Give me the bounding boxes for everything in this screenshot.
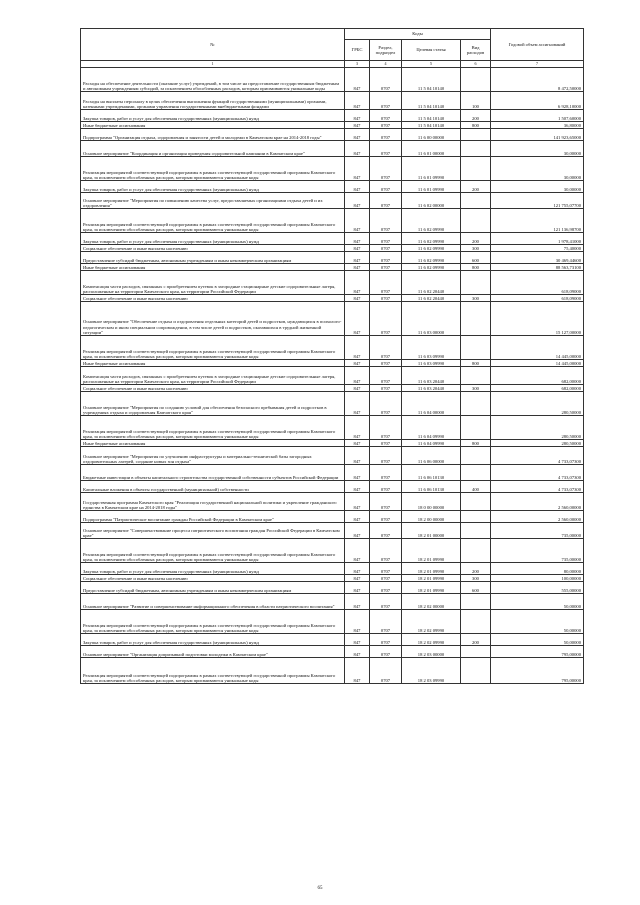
- row-vid: [461, 157, 491, 181]
- table-row: [81, 385, 584, 392]
- row-celevaya: 11 5 04 10140: [402, 122, 461, 129]
- row-title: Социальное обеспечение и иные выплаты населению: [81, 295, 345, 302]
- table-row: [81, 129, 584, 141]
- row-sum: 280,50000: [491, 416, 584, 440]
- row-title: Реализация мероприятий соответствующей подпрограммы в рамках соответствующей государственной программы Камчатского края, за исключением обособленных расходов, которым присваиваются уникальные коды: [81, 157, 345, 181]
- row-razdel: 0707: [370, 68, 402, 92]
- row-sum: 30,00000: [491, 181, 584, 193]
- row-vid: 400: [461, 481, 491, 493]
- row-sum: 280,50000: [491, 440, 584, 447]
- row-title: Основное мероприятие "Мероприятия по повышению качества услуг, предоставляемых организациями отдыха детей и их оздоровления": [81, 193, 345, 209]
- row-sum: 2 560,00000: [491, 511, 584, 523]
- table-row: [81, 336, 584, 360]
- table-row: [81, 122, 584, 129]
- row-celevaya: 11 6 06 10130: [402, 465, 461, 481]
- page-number: 65: [317, 886, 323, 891]
- row-vid: 800: [461, 440, 491, 447]
- row-title: Социальное обеспечение и иные выплаты населению: [81, 575, 345, 582]
- row-vid: [461, 209, 491, 233]
- row-grbs: 847: [345, 110, 370, 122]
- row-vid: 300: [461, 385, 491, 392]
- table-row: [81, 440, 584, 447]
- table-row: [81, 594, 584, 610]
- row-grbs: 847: [345, 481, 370, 493]
- row-razdel: 0707: [370, 367, 402, 385]
- row-vid: 600: [461, 582, 491, 594]
- row-celevaya: 11 6 02 20440: [402, 295, 461, 302]
- row-celevaya: 18 2 02 09990: [402, 634, 461, 646]
- row-sum: 88 563,73100: [491, 264, 584, 271]
- row-celevaya: 18 2 03 09990: [402, 658, 461, 684]
- row-celevaya: 11 6 06 10130: [402, 481, 461, 493]
- row-sum: 795,00000: [491, 658, 584, 684]
- row-sum: 50,00000: [491, 634, 584, 646]
- row-grbs: 847: [345, 129, 370, 141]
- row-sum: 735,00000: [491, 523, 584, 539]
- row-vid: 200: [461, 110, 491, 122]
- row-sum: 4 733,07300: [491, 481, 584, 493]
- row-celevaya: 11 6 02 09990: [402, 233, 461, 245]
- row-sum: 682,00000: [491, 385, 584, 392]
- row-grbs: 847: [345, 385, 370, 392]
- row-grbs: 847: [345, 465, 370, 481]
- row-sum: 121 755,07700: [491, 193, 584, 209]
- header-row-1: [81, 29, 584, 40]
- row-celevaya: 11 6 02 09990: [402, 252, 461, 264]
- header-idx: 5: [402, 61, 461, 68]
- row-grbs: 847: [345, 233, 370, 245]
- row-sum: 795,00000: [491, 646, 584, 658]
- row-grbs: 847: [345, 302, 370, 336]
- table-row: [81, 295, 584, 302]
- header-idx: 6: [461, 61, 491, 68]
- table-row: [81, 264, 584, 271]
- row-razdel: 0707: [370, 563, 402, 575]
- row-razdel: 0707: [370, 385, 402, 392]
- row-title: Закупка товаров, работ и услуг для обеспечения государственных (муниципальных) нужд: [81, 181, 345, 193]
- table-row: [81, 563, 584, 575]
- row-celevaya: 11 6 02 20440: [402, 271, 461, 295]
- row-vid: 100: [461, 92, 491, 110]
- row-celevaya: 18 2 01 09990: [402, 575, 461, 582]
- row-celevaya: 11 6 00 00000: [402, 129, 461, 141]
- row-sum: 50,00000: [491, 594, 584, 610]
- row-grbs: 847: [345, 295, 370, 302]
- row-grbs: 847: [345, 245, 370, 252]
- row-vid: [461, 465, 491, 481]
- row-grbs: 847: [345, 594, 370, 610]
- row-razdel: 0707: [370, 539, 402, 563]
- row-grbs: 847: [345, 181, 370, 193]
- row-grbs: 847: [345, 360, 370, 367]
- row-title: Подпрограмма "Организация отдыха, оздоровления и занятости детей и молодежи в Камчатском крае на 2014-2018 годы": [81, 129, 345, 141]
- row-celevaya: 11 6 03 20440: [402, 385, 461, 392]
- table-row: [81, 493, 584, 511]
- table-row: [81, 92, 584, 110]
- row-title: Предоставление субсидий бюджетным, автономным учреждениям и иным некоммерческим организациям: [81, 252, 345, 264]
- table-row: [81, 360, 584, 367]
- header-grbs: ГРБС: [345, 40, 370, 61]
- row-razdel: 0707: [370, 610, 402, 634]
- row-vid: 300: [461, 575, 491, 582]
- row-razdel: 0707: [370, 181, 402, 193]
- table-row: [81, 465, 584, 481]
- row-vid: [461, 594, 491, 610]
- row-celevaya: 11 6 02 09990: [402, 245, 461, 252]
- row-razdel: 0707: [370, 92, 402, 110]
- header-razdel: Раздел, подраздел: [370, 40, 402, 61]
- row-razdel: 0707: [370, 295, 402, 302]
- row-title: Реализация мероприятий соответствующей подпрограммы в рамках соответствующей государственной программы Камчатского края, за исключением обособленных расходов, которым присваиваются уникальные коды: [81, 539, 345, 563]
- row-title: Основное мероприятие "Обеспечение отдыха и оздоровления отдельных категорий детей и подростков, нуждающихся в психолого-педагогическом и ином специальном сопровождении, в том числе детей и подростков, оказавшихся в трудной жизненной ситуации": [81, 302, 345, 336]
- row-grbs: 847: [345, 440, 370, 447]
- row-grbs: 847: [345, 122, 370, 129]
- table-row: [81, 575, 584, 582]
- row-title: Предоставление субсидий бюджетным, автономным учреждениям и иным некоммерческим организациям: [81, 582, 345, 594]
- table-row: [81, 141, 584, 157]
- row-celevaya: 11 6 02 00000: [402, 193, 461, 209]
- row-vid: [461, 367, 491, 385]
- row-vid: 300: [461, 245, 491, 252]
- row-sum: 618,09000: [491, 295, 584, 302]
- row-razdel: 0707: [370, 252, 402, 264]
- header-idx: 1: [81, 61, 345, 68]
- row-grbs: 847: [345, 563, 370, 575]
- row-celevaya: 18 2 02 00000: [402, 594, 461, 610]
- row-sum: 2 560,00000: [491, 493, 584, 511]
- row-vid: 300: [461, 295, 491, 302]
- header-num: №: [81, 29, 345, 61]
- row-title: Иные бюджетные ассигнования: [81, 360, 345, 367]
- row-grbs: 847: [345, 392, 370, 416]
- row-grbs: 847: [345, 575, 370, 582]
- row-sum: 14 445,00000: [491, 360, 584, 367]
- row-vid: [461, 610, 491, 634]
- row-sum: 8 472,50000: [491, 68, 584, 92]
- row-razdel: 0707: [370, 271, 402, 295]
- row-title: Расходы на обеспечение деятельности (оказание услуг) учреждений, в том числе на предоставление государственным бюджетным и автономным учреждениям субсидий, за исключением обособленных расходов, которым присваиваются уникальные коды: [81, 68, 345, 92]
- row-grbs: 847: [345, 68, 370, 92]
- table-row: [81, 193, 584, 209]
- row-vid: [461, 271, 491, 295]
- row-razdel: 0707: [370, 209, 402, 233]
- row-sum: 618,09000: [491, 271, 584, 295]
- row-vid: [461, 658, 491, 684]
- row-sum: 80,00000: [491, 563, 584, 575]
- table-row: [81, 658, 584, 684]
- row-title: Закупка товаров, работ и услуг для обеспечения государственных (муниципальных) нужд: [81, 563, 345, 575]
- row-razdel: 0707: [370, 440, 402, 447]
- row-celevaya: 11 5 04 10140: [402, 110, 461, 122]
- row-sum: 735,00000: [491, 539, 584, 563]
- row-title: Основное мероприятие "Мероприятия по созданию условий для обеспечения безопасного пребывания детей и подростков в учреждениях отдыха и оздоровления Камчатского края": [81, 392, 345, 416]
- row-sum: 1 507,60000: [491, 110, 584, 122]
- row-title: Капитальные вложения в объекты государственной (муниципальной) собственности: [81, 481, 345, 493]
- row-razdel: 0707: [370, 157, 402, 181]
- row-celevaya: 11 6 01 00000: [402, 141, 461, 157]
- row-vid: 200: [461, 634, 491, 646]
- row-celevaya: 11 6 03 00000: [402, 302, 461, 336]
- row-grbs: 847: [345, 157, 370, 181]
- table-row: [81, 646, 584, 658]
- row-celevaya: 18 2 00 00000: [402, 511, 461, 523]
- row-grbs: 847: [345, 523, 370, 539]
- row-grbs: 847: [345, 336, 370, 360]
- row-razdel: 0707: [370, 336, 402, 360]
- row-celevaya: 11 6 04 09990: [402, 416, 461, 440]
- row-vid: [461, 336, 491, 360]
- row-razdel: 0707: [370, 360, 402, 367]
- row-celevaya: 11 6 03 20440: [402, 367, 461, 385]
- row-vid: [461, 392, 491, 416]
- row-grbs: 847: [345, 193, 370, 209]
- header-vid: Вид расходов: [461, 40, 491, 61]
- row-razdel: 0707: [370, 122, 402, 129]
- row-grbs: 847: [345, 252, 370, 264]
- row-title: Государственная программа Камчатского края "Реализация государственной национальной политики и укрепление гражданского единства в Камчатском крае на 2014-2018 годы": [81, 493, 345, 511]
- row-grbs: 847: [345, 264, 370, 271]
- header-index-row: [81, 61, 584, 68]
- table-row: [81, 539, 584, 563]
- table-row: [81, 271, 584, 295]
- row-razdel: 0707: [370, 634, 402, 646]
- row-vid: 800: [461, 360, 491, 367]
- row-grbs: 847: [345, 141, 370, 157]
- row-sum: 36,80000: [491, 122, 584, 129]
- table-row: [81, 634, 584, 646]
- table-row: [81, 181, 584, 193]
- row-sum: 121 136,98700: [491, 209, 584, 233]
- row-vid: 200: [461, 233, 491, 245]
- table-row: [81, 157, 584, 181]
- header-idx: 3: [345, 61, 370, 68]
- row-grbs: 847: [345, 209, 370, 233]
- row-title: Основное мероприятие "Совершенствование процесса патриотического воспитания граждан Российской Федерации в Камчатском крае": [81, 523, 345, 539]
- row-razdel: 0707: [370, 141, 402, 157]
- row-celevaya: 18 2 01 09990: [402, 582, 461, 594]
- row-title: Реализация мероприятий соответствующей подпрограммы в рамках соответствующей государственной программы Камчатского края, за исключением обособленных расходов, которым присваиваются уникальные коды: [81, 416, 345, 440]
- row-vid: [461, 141, 491, 157]
- table-row: [81, 302, 584, 336]
- header-idx: 4: [370, 61, 402, 68]
- header-celevaya: Целевая статья: [402, 40, 461, 61]
- row-celevaya: 11 6 03 09990: [402, 336, 461, 360]
- row-grbs: 847: [345, 416, 370, 440]
- row-celevaya: 11 5 04 10140: [402, 92, 461, 110]
- table-row: [81, 610, 584, 634]
- row-celevaya: 18 2 02 09990: [402, 610, 461, 634]
- row-grbs: 847: [345, 511, 370, 523]
- row-celevaya: 11 6 01 09990: [402, 157, 461, 181]
- row-celevaya: 11 6 03 09990: [402, 360, 461, 367]
- row-grbs: 847: [345, 493, 370, 511]
- row-sum: 682,00000: [491, 367, 584, 385]
- row-celevaya: 11 6 04 09990: [402, 440, 461, 447]
- table-row: [81, 523, 584, 539]
- row-grbs: 847: [345, 634, 370, 646]
- row-sum: 280,50000: [491, 392, 584, 416]
- row-grbs: 847: [345, 658, 370, 684]
- table-row: [81, 447, 584, 465]
- row-title: Социальное обеспечение и иные выплаты населению: [81, 385, 345, 392]
- row-title: Подпрограмма "Патриотическое воспитание граждан Российской Федерации в Камчатском крае": [81, 511, 345, 523]
- row-grbs: 847: [345, 367, 370, 385]
- row-sum: 1 978,41000: [491, 233, 584, 245]
- row-title: Компенсация части расходов, связанных с приобретением путевок в загородные стационарные детские оздоровительные лагеря, расположенные на территории Камчатского края, на территории Российской Федерации: [81, 367, 345, 385]
- row-razdel: 0707: [370, 511, 402, 523]
- table-row: [81, 367, 584, 385]
- row-vid: 800: [461, 264, 491, 271]
- row-razdel: 0707: [370, 193, 402, 209]
- row-vid: [461, 511, 491, 523]
- header-idx: 7: [491, 61, 584, 68]
- row-razdel: 0707: [370, 658, 402, 684]
- row-sum: 4 733,07300: [491, 465, 584, 481]
- row-celevaya: 18 2 01 00000: [402, 523, 461, 539]
- row-razdel: 0707: [370, 233, 402, 245]
- row-grbs: 847: [345, 539, 370, 563]
- row-sum: 15 127,00000: [491, 302, 584, 336]
- row-razdel: 0707: [370, 264, 402, 271]
- row-vid: [461, 129, 491, 141]
- row-title: Закупка товаров, работ и услуг для обеспечения государственных (муниципальных) нужд: [81, 110, 345, 122]
- row-vid: 800: [461, 122, 491, 129]
- table-row: [81, 68, 584, 92]
- row-sum: 555,00000: [491, 582, 584, 594]
- row-razdel: 0707: [370, 481, 402, 493]
- row-sum: 6 928,10000: [491, 92, 584, 110]
- row-vid: [461, 416, 491, 440]
- row-title: Компенсация части расходов, связанных с приобретением путевок в загородные стационарные детские оздоровительные лагеря, расположенные на территории Камчатского края, на территории Российской Федерации: [81, 271, 345, 295]
- table-row: [81, 481, 584, 493]
- row-title: Основное мероприятие "Координация и организация проведения оздоровительной кампании в Камчатском крае": [81, 141, 345, 157]
- row-sum: 50,00000: [491, 610, 584, 634]
- row-grbs: 847: [345, 610, 370, 634]
- table-row: [81, 511, 584, 523]
- row-vid: [461, 447, 491, 465]
- row-celevaya: 18 2 03 00000: [402, 646, 461, 658]
- row-sum: 75,40000: [491, 245, 584, 252]
- row-vid: [461, 646, 491, 658]
- row-sum: 30,00000: [491, 157, 584, 181]
- table-row: [81, 392, 584, 416]
- row-sum: 30,00000: [491, 141, 584, 157]
- row-razdel: 0707: [370, 575, 402, 582]
- row-vid: [461, 493, 491, 511]
- row-grbs: 847: [345, 447, 370, 465]
- row-grbs: 847: [345, 582, 370, 594]
- row-celevaya: 11 5 04 10140: [402, 68, 461, 92]
- row-title: Иные бюджетные ассигнования: [81, 122, 345, 129]
- budget-table: [80, 28, 584, 684]
- row-vid: [461, 302, 491, 336]
- row-title: Закупка товаров, работ и услуг для обеспечения государственных (муниципальных) нужд: [81, 634, 345, 646]
- row-celevaya: 11 6 06 00000: [402, 447, 461, 465]
- budget-rows: [81, 68, 584, 684]
- row-vid: [461, 68, 491, 92]
- row-razdel: 0707: [370, 447, 402, 465]
- row-sum: 100,00000: [491, 575, 584, 582]
- row-vid: 200: [461, 181, 491, 193]
- row-razdel: 0707: [370, 493, 402, 511]
- row-grbs: 847: [345, 92, 370, 110]
- row-title: Реализация мероприятий соответствующей подпрограммы в рамках соответствующей государственной программы Камчатского края, за исключением обособленных расходов, которым присваиваются уникальные коды: [81, 209, 345, 233]
- row-title: Реализация мероприятий соответствующей подпрограммы в рамках соответствующей государственной программы Камчатского края, за исключением обособленных расходов, которым присваиваются уникальные коды: [81, 336, 345, 360]
- row-celevaya: 11 6 04 00000: [402, 392, 461, 416]
- table-row: [81, 245, 584, 252]
- row-razdel: 0707: [370, 646, 402, 658]
- table-row: [81, 209, 584, 233]
- row-celevaya: 11 6 01 09990: [402, 181, 461, 193]
- row-title: Бюджетные инвестиции в объекты капитального строительства государственной собственности субъектов Российской Федерации: [81, 465, 345, 481]
- row-celevaya: 18 0 00 00000: [402, 493, 461, 511]
- row-celevaya: 18 2 01 09990: [402, 539, 461, 563]
- table-row: [81, 582, 584, 594]
- row-vid: 600: [461, 252, 491, 264]
- row-sum: 14 445,00000: [491, 336, 584, 360]
- row-sum: 30 469,44600: [491, 252, 584, 264]
- row-title: Иные бюджетные ассигнования: [81, 264, 345, 271]
- row-razdel: 0707: [370, 245, 402, 252]
- budget-page: [80, 28, 583, 684]
- row-celevaya: 11 6 02 09990: [402, 209, 461, 233]
- row-title: Закупка товаров, работ и услуг для обеспечения государственных (муниципальных) нужд: [81, 233, 345, 245]
- row-razdel: 0707: [370, 582, 402, 594]
- row-title: Реализация мероприятий соответствующей подпрограммы в рамках соответствующей государственной программы Камчатского края, за исключением обособленных расходов, которым присваиваются уникальные коды: [81, 610, 345, 634]
- row-title: Реализация мероприятий соответствующей подпрограммы в рамках соответствующей государственной программы Камчатского края, за исключением обособленных расходов, которым присваиваются уникальные коды: [81, 658, 345, 684]
- table-row: [81, 110, 584, 122]
- table-row: [81, 233, 584, 245]
- table-row: [81, 416, 584, 440]
- table-row: [81, 252, 584, 264]
- row-sum: 4 733,07300: [491, 447, 584, 465]
- row-celevaya: 11 6 02 09990: [402, 264, 461, 271]
- row-vid: [461, 539, 491, 563]
- row-vid: 200: [461, 563, 491, 575]
- row-title: Основное мероприятие "Мероприятия по улучшению инфраструктуры и материально-технической базы загородных оздоровительных лагерей, создание новых зон отдыха": [81, 447, 345, 465]
- row-sum: 141 923,65000: [491, 129, 584, 141]
- row-title: Основное мероприятие "Организация допризывной подготовки молодежи в Камчатском крае": [81, 646, 345, 658]
- row-title: Расходы на выплаты персоналу в целях обеспечения выполнения функций государственными (муниципальными) органами, казенными учреждениями, органами управления государственными внебюджетными фондами: [81, 92, 345, 110]
- row-razdel: 0707: [370, 392, 402, 416]
- row-razdel: 0707: [370, 110, 402, 122]
- row-razdel: 0707: [370, 416, 402, 440]
- header-godovoy: Годовой объем ассигнований: [491, 29, 584, 61]
- row-title: Социальное обеспечение и иные выплаты населению: [81, 245, 345, 252]
- row-razdel: 0707: [370, 523, 402, 539]
- row-razdel: 0707: [370, 129, 402, 141]
- row-vid: [461, 193, 491, 209]
- row-grbs: 847: [345, 646, 370, 658]
- row-title: Основное мероприятие "Развитие и совершенствование информационного обеспечения в области патриотического воспитания": [81, 594, 345, 610]
- row-razdel: 0707: [370, 465, 402, 481]
- row-razdel: 0707: [370, 594, 402, 610]
- row-celevaya: 18 2 01 09990: [402, 563, 461, 575]
- row-razdel: 0707: [370, 302, 402, 336]
- row-vid: [461, 523, 491, 539]
- row-title: Иные бюджетные ассигнования: [81, 440, 345, 447]
- header-codes: Коды: [345, 29, 491, 40]
- row-grbs: 847: [345, 271, 370, 295]
